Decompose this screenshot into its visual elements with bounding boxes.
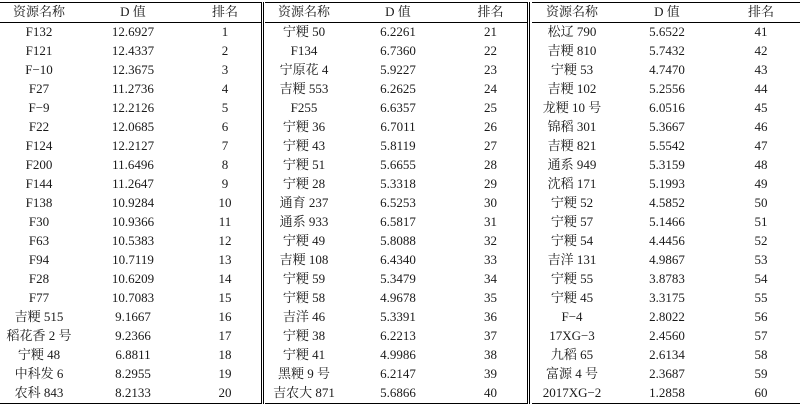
cell-d-value: 4.7470 [649,61,685,77]
cell-resource-name: 2017XG−2 [542,385,602,400]
cell-rank: 46 [754,118,768,134]
cell-rank: 14 [218,270,232,286]
cell-rank: 60 [754,385,768,400]
cell-d-value: 6.8811 [115,346,151,362]
table-row [265,289,528,308]
cell-d-value: 10.9366 [111,213,155,229]
table-row [0,175,262,194]
table-row [0,137,262,156]
cell-d-value: 6.2213 [380,327,416,343]
cell-d-value: 8.2955 [115,365,151,381]
cell-d-value: 5.9227 [380,61,416,77]
table-row [532,308,800,327]
cell-resource-name: 吉洋 46 [282,308,326,324]
cell-rank: 54 [754,270,768,286]
cell-rank: 35 [484,289,497,305]
cell-resource-name: F134 [290,42,318,58]
cell-resource-name: 宁粳 57 [550,213,594,229]
cell-rank: 22 [484,42,497,58]
column-header-d-value: D 值 [343,3,453,23]
cell-resource-name: 宁粳 51 [282,156,326,172]
cell-resource-name: 宁粳 28 [282,175,326,191]
table-row [265,194,528,213]
cell-rank: 50 [754,194,768,210]
cell-resource-name: 吉粳 102 [547,80,597,96]
cell-rank: 52 [754,232,768,248]
table-row [532,213,800,232]
cell-resource-name: 吉粳 553 [279,80,329,96]
cell-resource-name: 富源 4 号 [545,365,598,381]
cell-d-value: 6.6357 [380,99,416,115]
cell-rank: 19 [218,365,232,381]
cell-resource-name: F63 [28,232,50,248]
cell-d-value: 9.2366 [115,327,151,343]
cell-resource-name: 宁粳 45 [550,289,594,305]
table-row [265,61,528,80]
table-row [0,270,262,289]
cell-resource-name: 宁粳 36 [282,118,326,134]
table-row [532,232,800,251]
cell-resource-name: 稻花香 2 号 [6,327,72,343]
header-row [0,3,262,23]
cell-d-value: 10.7119 [112,251,154,267]
cell-resource-name: 宁粳 49 [282,232,326,248]
column-header-d-value: D 值 [612,3,722,23]
cell-rank: 59 [754,365,768,381]
cell-d-value: 10.6209 [111,270,155,286]
cell-resource-name: 宁粳 41 [282,346,326,362]
cell-resource-name: 17XG−3 [549,327,595,343]
cell-rank: 42 [754,42,768,58]
cell-resource-name: F132 [25,23,53,39]
column-header-name: 资源名称 [265,3,343,23]
cell-d-value: 5.3318 [380,175,416,191]
cell-d-value: 5.3159 [649,156,685,172]
cell-rank: 41 [754,23,768,39]
cell-rank: 6 [221,118,229,134]
table-row [265,232,528,251]
cell-resource-name: 宁粳 48 [17,346,61,362]
cell-rank: 4 [221,80,229,96]
table-row [532,137,800,156]
cell-d-value: 6.5817 [380,213,416,229]
cell-d-value: 12.6927 [111,23,155,39]
cell-resource-name: 吉粳 821 [547,137,597,153]
table-row [265,137,528,156]
table-panel-3 [532,2,800,404]
cell-rank: 32 [484,232,497,248]
cell-d-value: 6.4340 [380,251,416,267]
cell-resource-name: 宁粳 58 [282,289,326,305]
cell-resource-name: 通系 933 [279,213,329,229]
cell-rank: 55 [754,289,768,305]
table-row [532,365,800,384]
header-row [265,3,528,23]
cell-rank: 53 [754,251,768,267]
cell-d-value: 5.3391 [380,308,416,324]
cell-resource-name: F94 [28,251,50,267]
cell-d-value: 4.9867 [649,251,685,267]
cell-d-value: 5.6866 [380,385,416,400]
cell-resource-name: F200 [25,156,53,172]
cell-rank: 37 [484,327,497,343]
table-row [0,99,262,118]
cell-rank: 38 [484,346,497,362]
table-panel-1 [0,2,262,404]
cell-d-value: 5.8119 [380,137,416,153]
cell-resource-name: 通系 949 [547,156,597,172]
column-header-rank: 排名 [722,3,800,23]
cell-resource-name: F77 [28,289,50,305]
cell-rank: 27 [484,137,497,153]
cell-d-value: 4.4456 [649,232,685,248]
panel-separator-1 [261,2,264,404]
cell-d-value: 3.3175 [649,289,685,305]
cell-rank: 15 [218,289,232,305]
cell-resource-name: 黑粳 9 号 [277,365,330,381]
cell-d-value: 11.6496 [112,156,154,172]
table-row [532,289,800,308]
table-row [0,384,262,404]
column-header-rank: 排名 [188,3,262,23]
cell-resource-name: 宁粳 52 [550,194,594,210]
cell-rank: 36 [484,308,497,324]
cell-rank: 5 [221,99,229,115]
cell-rank: 47 [754,137,768,153]
cell-rank: 51 [754,213,768,229]
cell-d-value: 8.2133 [115,385,151,400]
cell-rank: 8 [221,156,229,172]
table-row [532,175,800,194]
cell-resource-name: 松辽 790 [547,23,597,39]
cell-resource-name: 通育 237 [279,194,329,210]
cell-rank: 21 [484,23,497,39]
cell-resource-name: 沈稻 171 [547,175,597,191]
cell-resource-name: F30 [28,213,50,229]
cell-d-value: 6.7360 [380,42,416,58]
cell-resource-name: 宁粳 38 [282,327,326,343]
table-panel-2 [265,2,528,404]
cell-d-value: 2.6134 [649,346,685,362]
cell-resource-name: 中科发 6 [14,365,64,381]
table-row [0,194,262,213]
cell-d-value: 1.2858 [649,385,685,400]
table-row [265,270,528,289]
cell-resource-name: F124 [25,137,53,153]
table-row [0,232,262,251]
table-row [532,42,800,61]
cell-d-value: 5.3667 [649,118,685,134]
cell-resource-name: 宁粳 43 [282,137,326,153]
table-row [265,80,528,99]
table-row [532,327,800,346]
cell-d-value: 10.5383 [111,232,155,248]
cell-resource-name: 宁原花 4 [279,61,329,77]
cell-d-value: 10.9284 [111,194,155,210]
cell-d-value: 2.3687 [649,365,685,381]
cell-d-value: 9.1667 [115,308,151,324]
table-row [0,156,262,175]
table-row [532,156,800,175]
cell-rank: 2 [221,42,229,58]
cell-d-value: 5.1993 [649,175,685,191]
cell-d-value: 10.7083 [111,289,155,305]
cell-d-value: 11.2647 [112,175,154,191]
cell-resource-name: F−9 [28,99,50,115]
cell-resource-name: F121 [25,42,53,58]
table-row [532,346,800,365]
table-row [532,251,800,270]
cell-d-value: 12.2127 [111,137,155,153]
table-row [265,22,528,42]
cell-rank: 45 [754,99,768,115]
table-row [265,175,528,194]
cell-d-value: 6.2625 [380,80,416,96]
cell-rank: 11 [218,213,232,229]
cell-d-value: 4.5852 [649,194,685,210]
cell-resource-name: 吉洋 131 [547,251,597,267]
header-row [532,3,800,23]
table-row [0,346,262,365]
table-row [265,118,528,137]
cell-d-value: 11.2736 [112,80,154,96]
cell-rank: 25 [484,99,497,115]
cell-d-value: 12.3675 [111,61,155,77]
table-row [0,61,262,80]
cell-rank: 23 [484,61,497,77]
cell-rank: 20 [218,385,232,400]
cell-rank: 48 [754,156,768,172]
cell-resource-name: F−4 [561,308,583,324]
cell-d-value: 2.8022 [649,308,685,324]
cell-resource-name: 吉粳 810 [547,42,597,58]
cell-rank: 9 [221,175,229,191]
cell-resource-name: 农科 843 [14,385,64,400]
table-row [532,61,800,80]
cell-d-value: 12.2126 [111,99,155,115]
table-row [532,80,800,99]
cell-rank: 40 [484,385,497,400]
table-row [265,365,528,384]
cell-resource-name: F138 [25,194,53,210]
table-row [265,346,528,365]
table-row [532,270,800,289]
cell-d-value: 4.9678 [380,289,416,305]
table-row [0,289,262,308]
cell-d-value: 6.7011 [380,118,416,134]
cell-d-value: 4.9986 [380,346,416,362]
table-row [265,42,528,61]
cell-rank: 30 [484,194,497,210]
cell-d-value: 5.3479 [380,270,416,286]
cell-resource-name: 锦稻 301 [547,118,597,134]
cell-rank: 57 [754,327,768,343]
table-row [0,22,262,42]
cell-d-value: 6.2261 [380,23,416,39]
cell-resource-name: 吉粳 515 [14,308,64,324]
table-row [0,327,262,346]
cell-rank: 3 [221,61,229,77]
table-row [532,384,800,404]
cell-d-value: 6.0516 [649,99,685,115]
cell-rank: 24 [484,80,497,96]
table-row [265,156,528,175]
table-row [0,80,262,99]
cell-rank: 1 [221,23,229,39]
cell-rank: 18 [218,346,232,362]
column-header-rank: 排名 [453,3,528,23]
table-row [0,365,262,384]
table-row [532,22,800,42]
cell-rank: 58 [754,346,768,362]
cell-resource-name: 吉农大 871 [273,385,335,400]
cell-d-value: 5.6522 [649,23,685,39]
cell-rank: 44 [754,80,768,96]
cell-d-value: 6.5253 [380,194,416,210]
cell-rank: 7 [221,137,229,153]
cell-rank: 56 [754,308,768,324]
cell-resource-name: F28 [28,270,50,286]
table-row [0,118,262,137]
cell-rank: 39 [484,365,497,381]
cell-rank: 12 [218,232,232,248]
table-row [532,118,800,137]
cell-d-value: 12.0685 [111,118,155,134]
cell-resource-name: 宁粳 59 [282,270,326,286]
cell-rank: 34 [484,270,497,286]
table-row [265,327,528,346]
cell-d-value: 6.2147 [380,365,416,381]
cell-resource-name: 龙粳 10 号 [542,99,602,115]
table-row [265,308,528,327]
table-row [0,213,262,232]
cell-rank: 13 [218,251,232,267]
column-header-name: 资源名称 [532,3,612,23]
cell-resource-name: F27 [28,80,50,96]
cell-rank: 43 [754,61,768,77]
cell-resource-name: F255 [290,99,318,115]
cell-resource-name: 宁粳 55 [550,270,594,286]
cell-rank: 49 [754,175,768,191]
table-row [0,42,262,61]
cell-resource-name: 宁粳 54 [550,232,594,248]
cell-d-value: 2.4560 [649,327,685,343]
table-row [265,99,528,118]
cell-resource-name: 吉粳 108 [279,251,329,267]
table-row [532,194,800,213]
column-header-d-value: D 值 [78,3,188,23]
cell-d-value: 12.4337 [111,42,155,58]
cell-resource-name: F22 [28,118,50,134]
cell-rank: 29 [484,175,497,191]
cell-d-value: 5.2556 [649,80,685,96]
cell-resource-name: 宁粳 53 [550,61,594,77]
cell-rank: 26 [484,118,497,134]
cell-d-value: 5.5542 [649,137,685,153]
table-row [0,308,262,327]
cell-d-value: 5.6655 [380,156,416,172]
cell-d-value: 5.8088 [380,232,416,248]
cell-resource-name: 九稻 65 [550,346,594,362]
cell-d-value: 5.7432 [649,42,685,58]
table-row [265,384,528,404]
cell-resource-name: 宁粳 50 [282,23,326,39]
cell-resource-name: F144 [25,175,53,191]
table-row [0,251,262,270]
table-row [532,99,800,118]
column-header-name: 资源名称 [0,3,78,23]
cell-d-value: 5.1466 [649,213,685,229]
cell-rank: 28 [484,156,497,172]
cell-resource-name: F−10 [25,61,53,77]
cell-rank: 31 [484,213,497,229]
cell-d-value: 3.8783 [649,270,685,286]
cell-rank: 16 [218,308,232,324]
cell-rank: 10 [218,194,232,210]
cell-rank: 33 [484,251,497,267]
cell-rank: 17 [218,327,232,343]
table-row [265,251,528,270]
table-row [265,213,528,232]
panel-separator-2 [527,2,530,404]
